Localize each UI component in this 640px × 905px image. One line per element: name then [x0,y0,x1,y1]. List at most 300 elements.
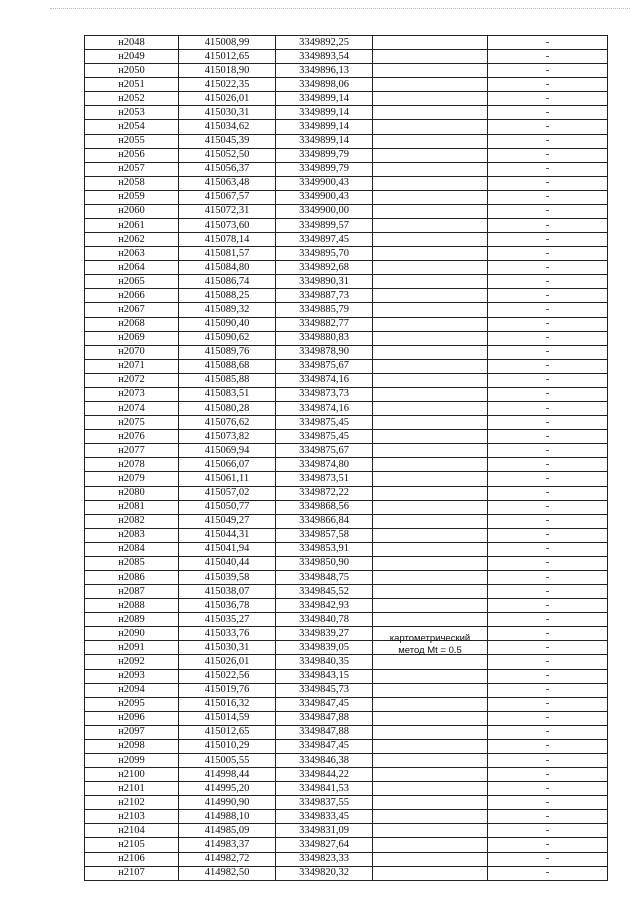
table-row [85,345,608,359]
dash-cell: - [488,219,608,233]
point-id-cell: н2100 [85,768,179,782]
dash-cell: - [488,345,608,359]
x-coordinate-cell: 415022,56 [179,669,276,683]
dash-cell: - [488,359,608,373]
x-coordinate-cell: 415019,76 [179,683,276,697]
table-row [85,472,608,486]
table-row [85,416,608,430]
method-cell [373,387,488,401]
dash-cell: - [488,697,608,711]
table-row [85,317,608,331]
y-coordinate-cell: 3349882,77 [276,317,373,331]
x-coordinate-cell: 415086,74 [179,275,276,289]
dash-cell: - [488,627,608,641]
y-coordinate-cell: 3349880,83 [276,331,373,345]
method-cell [373,528,488,542]
point-id-cell: н2082 [85,514,179,528]
y-coordinate-cell: 3349898,06 [276,78,373,92]
table-row [85,824,608,838]
method-cell [373,261,488,275]
dash-cell: - [488,796,608,810]
point-id-cell: н2092 [85,655,179,669]
y-coordinate-cell: 3349899,14 [276,134,373,148]
y-coordinate-cell: 3349896,13 [276,64,373,78]
table-row [85,233,608,247]
table-row [85,556,608,570]
x-coordinate-cell: 415078,14 [179,233,276,247]
x-coordinate-cell: 415085,88 [179,373,276,387]
x-coordinate-cell: 415069,94 [179,444,276,458]
y-coordinate-cell: 3349837,55 [276,796,373,810]
point-id-cell: н2074 [85,402,179,416]
x-coordinate-cell: 415052,50 [179,148,276,162]
table-row [85,514,608,528]
table-row [85,838,608,852]
x-coordinate-cell: 415034,62 [179,120,276,134]
y-coordinate-cell: 3349840,78 [276,613,373,627]
method-precision-text: метод Mt = 0.5 [398,645,462,657]
method-cell [373,219,488,233]
dash-cell: - [488,148,608,162]
method-cell [373,514,488,528]
table-row [85,753,608,767]
dash-cell: - [488,247,608,261]
method-cell [373,359,488,373]
dash-cell: - [488,261,608,275]
x-coordinate-cell: 415090,62 [179,331,276,345]
point-id-cell: н2060 [85,204,179,218]
y-coordinate-cell: 3349827,64 [276,838,373,852]
y-coordinate-cell: 3349848,75 [276,570,373,584]
table-row [85,570,608,584]
method-cell [373,556,488,570]
y-coordinate-cell: 3349866,84 [276,514,373,528]
point-id-cell: н2071 [85,359,179,373]
method-cell [373,810,488,824]
dash-cell: - [488,472,608,486]
method-cell [373,697,488,711]
method-cell [373,120,488,134]
method-cell [373,458,488,472]
point-id-cell: н2050 [85,64,179,78]
dash-cell: - [488,556,608,570]
dash-cell: - [488,458,608,472]
method-cell [373,373,488,387]
method-cell [373,148,488,162]
dash-cell: - [488,683,608,697]
method-cell [373,78,488,92]
dash-cell: - [488,317,608,331]
y-coordinate-cell: 3349899,14 [276,106,373,120]
y-coordinate-cell: 3349846,38 [276,753,373,767]
x-coordinate-cell: 415066,07 [179,458,276,472]
method-cell [373,753,488,767]
dash-cell: - [488,810,608,824]
dash-cell: - [488,36,608,50]
y-coordinate-cell: 3349868,56 [276,500,373,514]
dash-cell: - [488,387,608,401]
y-coordinate-cell: 3349893,54 [276,50,373,64]
point-id-cell: н2088 [85,599,179,613]
dash-cell: - [488,528,608,542]
point-id-cell: н2081 [85,500,179,514]
y-coordinate-cell: 3349847,45 [276,697,373,711]
x-coordinate-cell: 415050,77 [179,500,276,514]
y-coordinate-cell: 3349900,43 [276,190,373,204]
method-cell [373,472,488,486]
dash-cell: - [488,655,608,669]
point-id-cell: н2091 [85,641,179,655]
y-coordinate-cell: 3349857,58 [276,528,373,542]
dash-cell: - [488,289,608,303]
table-row [85,134,608,148]
table-row [85,190,608,204]
dash-cell: - [488,570,608,584]
dash-cell: - [488,669,608,683]
point-id-cell: н2096 [85,711,179,725]
y-coordinate-cell: 3349823,33 [276,852,373,866]
x-coordinate-cell: 415014,59 [179,711,276,725]
y-coordinate-cell: 3349873,51 [276,472,373,486]
y-coordinate-cell: 3349874,80 [276,458,373,472]
dash-cell: - [488,486,608,500]
x-coordinate-cell: 415088,68 [179,359,276,373]
x-coordinate-cell: 415045,39 [179,134,276,148]
point-id-cell: н2080 [85,486,179,500]
point-id-cell: н2083 [85,528,179,542]
y-coordinate-cell: 3349892,68 [276,261,373,275]
point-id-cell: н2103 [85,810,179,824]
method-cell [373,852,488,866]
y-coordinate-cell: 3349820,32 [276,866,373,880]
y-coordinate-cell: 3349853,91 [276,542,373,556]
method-cell [373,444,488,458]
y-coordinate-cell: 3349847,88 [276,711,373,725]
x-coordinate-cell: 415076,62 [179,416,276,430]
point-id-cell: н2061 [85,219,179,233]
method-cell [373,204,488,218]
x-coordinate-cell: 415026,01 [179,92,276,106]
table-row [85,148,608,162]
method-cell [373,162,488,176]
y-coordinate-cell: 3349875,67 [276,444,373,458]
x-coordinate-cell: 415012,65 [179,50,276,64]
point-id-cell: н2056 [85,148,179,162]
point-id-cell: н2053 [85,106,179,120]
table-row [85,599,608,613]
method-cell [373,613,488,627]
dash-cell: - [488,585,608,599]
point-id-cell: н2051 [85,78,179,92]
x-coordinate-cell: 415016,32 [179,697,276,711]
dash-cell: - [488,542,608,556]
table-row [85,373,608,387]
table-row [85,458,608,472]
x-coordinate-cell: 415018,90 [179,64,276,78]
point-id-cell: н2059 [85,190,179,204]
method-cell [373,599,488,613]
y-coordinate-cell: 3349892,25 [276,36,373,50]
y-coordinate-cell: 3349847,45 [276,739,373,753]
table-row [85,542,608,556]
table-row [85,331,608,345]
table-row [85,669,608,683]
method-cell [373,190,488,204]
table-row [85,711,608,725]
dash-cell: - [488,331,608,345]
method-cell [373,585,488,599]
point-id-cell: н2085 [85,556,179,570]
method-cell [373,500,488,514]
method-cell [373,711,488,725]
dash-cell: - [488,514,608,528]
dash-cell: - [488,852,608,866]
y-coordinate-cell: 3349899,79 [276,148,373,162]
y-coordinate-cell: 3349850,90 [276,556,373,570]
dash-cell: - [488,233,608,247]
dash-cell: - [488,176,608,190]
y-coordinate-cell: 3349842,93 [276,599,373,613]
table-row [85,739,608,753]
x-coordinate-cell: 415022,35 [179,78,276,92]
point-id-cell: н2072 [85,373,179,387]
method-cell [373,725,488,739]
point-id-cell: н2076 [85,430,179,444]
dash-cell: - [488,768,608,782]
dash-cell: - [488,204,608,218]
table-row [85,444,608,458]
coordinates-table-body [85,36,608,881]
table-row [85,627,608,641]
method-cell [373,683,488,697]
y-coordinate-cell: 3349844,22 [276,768,373,782]
y-coordinate-cell: 3349833,45 [276,810,373,824]
method-cell [373,36,488,50]
point-id-cell: н2078 [85,458,179,472]
method-cell [373,50,488,64]
point-id-cell: н2073 [85,387,179,401]
method-cell [373,430,488,444]
y-coordinate-cell: 3349899,14 [276,92,373,106]
dash-cell: - [488,134,608,148]
method-cell [373,303,488,317]
x-coordinate-cell: 415089,32 [179,303,276,317]
method-name-text: картометрический [389,633,471,645]
dash-cell: - [488,711,608,725]
table-row [85,725,608,739]
table-row [85,204,608,218]
x-coordinate-cell: 415061,11 [179,472,276,486]
x-coordinate-cell: 415081,57 [179,247,276,261]
dash-cell: - [488,444,608,458]
point-id-cell: н2077 [85,444,179,458]
method-cell [373,402,488,416]
x-coordinate-cell: 415044,31 [179,528,276,542]
y-coordinate-cell: 3349875,45 [276,430,373,444]
x-coordinate-cell: 415039,58 [179,570,276,584]
x-coordinate-cell: 415005,55 [179,753,276,767]
y-coordinate-cell: 3349843,15 [276,669,373,683]
x-coordinate-cell: 415083,51 [179,387,276,401]
y-coordinate-cell: 3349874,16 [276,402,373,416]
method-cell [373,176,488,190]
table-row [85,36,608,50]
point-id-cell: н2065 [85,275,179,289]
table-row [85,810,608,824]
method-cell [373,275,488,289]
point-id-cell: н2068 [85,317,179,331]
point-id-cell: н2090 [85,627,179,641]
y-coordinate-cell: 3349890,31 [276,275,373,289]
method-cell [373,289,488,303]
table-row [85,486,608,500]
y-coordinate-cell: 3349900,00 [276,204,373,218]
point-id-cell: н2062 [85,233,179,247]
table-row [85,289,608,303]
y-coordinate-cell: 3349878,90 [276,345,373,359]
dash-cell: - [488,402,608,416]
y-coordinate-cell: 3349874,16 [276,373,373,387]
method-cell [373,796,488,810]
point-id-cell: н2070 [85,345,179,359]
method-cell [373,669,488,683]
table-row [85,430,608,444]
dash-cell: - [488,275,608,289]
y-coordinate-cell: 3349899,79 [276,162,373,176]
point-id-cell: н2075 [85,416,179,430]
table-row [85,697,608,711]
dash-cell: - [488,739,608,753]
table-row [85,641,608,655]
table-row [85,782,608,796]
point-id-cell: н2058 [85,176,179,190]
point-id-cell: н2063 [85,247,179,261]
y-coordinate-cell: 3349845,52 [276,585,373,599]
table-row [85,402,608,416]
method-cell [373,768,488,782]
x-coordinate-cell: 414983,37 [179,838,276,852]
x-coordinate-cell: 415067,57 [179,190,276,204]
dash-cell: - [488,64,608,78]
table-row [85,219,608,233]
point-id-cell: н2084 [85,542,179,556]
x-coordinate-cell: 415026,01 [179,655,276,669]
point-id-cell: н2104 [85,824,179,838]
method-cell [373,106,488,120]
x-coordinate-cell: 415008,99 [179,36,276,50]
y-coordinate-cell: 3349839,05 [276,641,373,655]
table-row [85,78,608,92]
method-cell [373,866,488,880]
dash-cell: - [488,106,608,120]
y-coordinate-cell: 3349845,73 [276,683,373,697]
method-cell [373,570,488,584]
method-cell [373,838,488,852]
dash-cell: - [488,753,608,767]
x-coordinate-cell: 415080,28 [179,402,276,416]
dash-cell: - [488,162,608,176]
y-coordinate-cell: 3349831,09 [276,824,373,838]
x-coordinate-cell: 415030,31 [179,106,276,120]
table-row [85,796,608,810]
y-coordinate-cell: 3349887,73 [276,289,373,303]
x-coordinate-cell: 415036,78 [179,599,276,613]
dash-cell: - [488,866,608,880]
x-coordinate-cell: 415072,31 [179,204,276,218]
x-coordinate-cell: 415089,76 [179,345,276,359]
scan-top-rule [50,8,630,9]
coordinates-table [84,35,608,881]
table-row [85,247,608,261]
point-id-cell: н2057 [85,162,179,176]
dash-cell: - [488,838,608,852]
table-row [85,500,608,514]
dash-cell: - [488,725,608,739]
table-row [85,359,608,373]
method-cell [373,92,488,106]
dash-cell: - [488,824,608,838]
dash-cell: - [488,120,608,134]
table-row [85,768,608,782]
y-coordinate-cell: 3349900,43 [276,176,373,190]
point-id-cell: н2095 [85,697,179,711]
dash-cell: - [488,78,608,92]
table-row [85,261,608,275]
x-coordinate-cell: 415073,60 [179,219,276,233]
dash-cell: - [488,92,608,106]
x-coordinate-cell: 415056,37 [179,162,276,176]
dash-cell: - [488,303,608,317]
table-row [85,92,608,106]
table-row [85,162,608,176]
x-coordinate-cell: 415030,31 [179,641,276,655]
point-id-cell: н2055 [85,134,179,148]
dash-cell: - [488,782,608,796]
y-coordinate-cell: 3349895,70 [276,247,373,261]
table-row [85,528,608,542]
point-id-cell: н2107 [85,866,179,880]
table-row [85,613,608,627]
point-id-cell: н2087 [85,585,179,599]
y-coordinate-cell: 3349840,35 [276,655,373,669]
point-id-cell: н2049 [85,50,179,64]
point-id-cell: н2079 [85,472,179,486]
x-coordinate-cell: 415012,65 [179,725,276,739]
y-coordinate-cell: 3349873,73 [276,387,373,401]
table-row [85,120,608,134]
table-row [85,655,608,669]
point-id-cell: н2101 [85,782,179,796]
method-cell [373,542,488,556]
point-id-cell: н2048 [85,36,179,50]
x-coordinate-cell: 415057,02 [179,486,276,500]
y-coordinate-cell: 3349847,88 [276,725,373,739]
x-coordinate-cell: 414982,50 [179,866,276,880]
dash-cell: - [488,613,608,627]
y-coordinate-cell: 3349899,14 [276,120,373,134]
point-id-cell: н2099 [85,753,179,767]
method-cell [373,317,488,331]
x-coordinate-cell: 415090,40 [179,317,276,331]
dash-cell: - [488,190,608,204]
x-coordinate-cell: 415063,48 [179,176,276,190]
point-id-cell: н2097 [85,725,179,739]
method-cell [373,824,488,838]
table-row [85,683,608,697]
method-cell [373,247,488,261]
method-cell [373,486,488,500]
x-coordinate-cell: 415010,29 [179,739,276,753]
